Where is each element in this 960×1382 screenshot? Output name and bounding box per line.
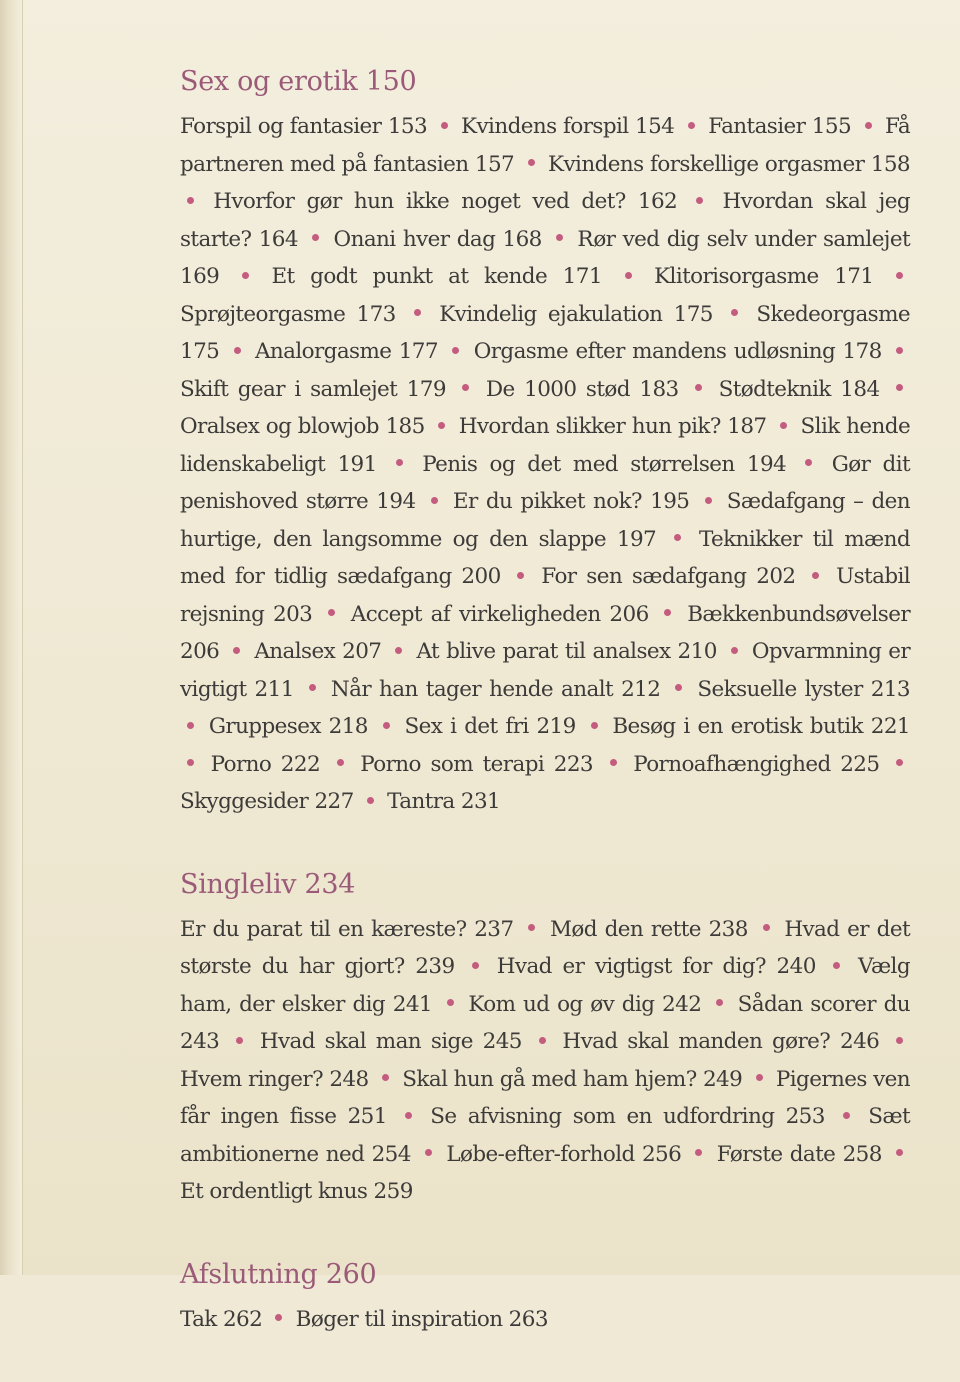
table-of-contents	[180, 62, 910, 1382]
toc-entry: At blive parat til analsex 210	[416, 639, 717, 664]
bullet-separator-icon	[405, 1112, 412, 1119]
bullet-separator-icon	[780, 422, 787, 429]
toc-entry: For sen sædafgang 202	[541, 564, 796, 589]
bullet-separator-icon	[309, 684, 316, 691]
bullet-separator-icon	[414, 309, 421, 316]
bullet-separator-icon	[756, 1074, 763, 1081]
toc-entry: Hvad er vigtigst for dig? 240	[496, 954, 816, 979]
toc-entry: Porno 222	[210, 751, 321, 777]
bullet-separator-icon	[187, 197, 194, 204]
toc-entry: Analorgasme 177	[254, 339, 438, 364]
bullet-separator-icon	[763, 924, 770, 931]
bullet-separator-icon	[695, 1149, 702, 1156]
toc-entry: Ustabil rejsning 203	[180, 564, 911, 627]
toc-entry: Pornoafhængighed 225	[633, 751, 880, 777]
bullet-separator-icon	[462, 384, 469, 391]
toc-entry: Analsex 207	[254, 639, 382, 664]
bullet-separator-icon	[731, 309, 738, 316]
toc-entry: Et godt punkt at kende 171	[271, 264, 602, 289]
toc-entry: Klitorisorgasme 171	[654, 264, 874, 289]
toc-entry: Løbe-efter-forhold 256	[446, 1141, 682, 1167]
bullet-separator-icon	[896, 384, 903, 391]
toc-entry: Hvem ringer? 248	[180, 1066, 369, 1092]
toc-entry: Accept af virkeligheden 206	[350, 601, 649, 627]
toc-entry: Bækkenbundsøvelser 206	[180, 601, 911, 664]
section-heading: Afslutning 260	[180, 1258, 377, 1290]
toc-entry: Teknikker til mænd med for tidlig sædafgang 200	[180, 526, 910, 589]
toc-entry: Et ordentligt knus 259	[180, 1179, 413, 1204]
toc-entry: Besøg i en erotisk butik 221	[612, 714, 911, 739]
section-entries	[180, 911, 910, 1211]
toc-entry: Skyggesider 227	[180, 789, 354, 814]
toc-entry: Tak 262	[180, 1306, 263, 1332]
bullet-separator-icon	[688, 122, 695, 129]
toc-entry: Pigernes ven får ingen fisse 251	[180, 1066, 911, 1129]
toc-section	[180, 62, 910, 821]
bullet-separator-icon	[425, 1149, 432, 1156]
bullet-separator-icon	[843, 1112, 850, 1119]
bullet-separator-icon	[539, 1037, 546, 1044]
toc-entry: Skal hun gå med ham hjem? 249	[402, 1066, 743, 1092]
toc-entry: Hvad er det største du har gjort? 239	[180, 916, 910, 979]
toc-entry: Skift gear i samlejet 179	[180, 376, 446, 402]
bullet-separator-icon	[675, 684, 682, 691]
toc-entry: Er du pikket nok? 195	[452, 489, 690, 514]
bullet-separator-icon	[517, 572, 524, 579]
section-heading: Singleliv 234	[180, 868, 356, 900]
toc-entry: Kvindelig ejakulation 175	[439, 301, 713, 327]
section-entries	[180, 1301, 910, 1339]
toc-entry: Få partneren med på fantasien 157	[180, 114, 911, 177]
toc-entry: Er du parat til en kæreste? 237	[180, 916, 514, 942]
toc-entry: Opvarmning er vigtigt 211	[180, 639, 911, 702]
bullet-separator-icon	[328, 609, 335, 616]
toc-entry: Hvorfor gør hun ikke noget ved det? 162	[213, 189, 678, 214]
toc-entry: Vælg ham, der elsker dig 241	[180, 954, 911, 1017]
section-heading: Sex og erotik 150	[180, 66, 417, 97]
bullet-separator-icon	[528, 924, 535, 931]
toc-entry: Skedeorgasme 175	[180, 301, 911, 364]
toc-entry: De 1000 stød 183	[485, 376, 679, 402]
bullet-separator-icon	[472, 962, 479, 969]
toc-section	[180, 865, 910, 1211]
bullet-separator-icon	[833, 962, 840, 969]
toc-entry: Stødteknik 184	[718, 376, 880, 402]
bullet-separator-icon	[812, 572, 819, 579]
bullet-separator-icon	[896, 272, 903, 279]
bullet-separator-icon	[896, 1149, 903, 1156]
toc-entry: Gør dit penishoved større 194	[180, 451, 911, 514]
toc-entry: Forspil og fantasier 153	[180, 114, 428, 139]
toc-entry: Gruppesex 218	[208, 714, 368, 739]
bullet-separator-icon	[382, 1074, 389, 1081]
toc-entry: Hvordan skal jeg starte? 164	[180, 189, 910, 252]
toc-entry: Onani hver dag 168	[333, 226, 542, 252]
bullet-separator-icon	[896, 1037, 903, 1044]
bullet-separator-icon	[242, 272, 249, 279]
section-entries	[180, 108, 910, 821]
toc-entry: Se afvisning som en udfordring 253	[430, 1104, 825, 1129]
toc-entry: Rør ved dig selv under samlejet 169	[180, 226, 911, 289]
toc-entry: Oralsex og blowjob 185	[180, 414, 425, 439]
toc-entry: Hvad skal man sige 245	[259, 1029, 522, 1054]
bullet-separator-icon	[312, 234, 319, 241]
toc-entry: Bøger til inspiration 263	[295, 1306, 548, 1332]
bullet-separator-icon	[234, 347, 241, 354]
toc-entry: Kvindens forskellige orgasmer 158	[548, 151, 911, 177]
bullet-separator-icon	[275, 1314, 282, 1321]
page-binding-edge	[0, 0, 23, 1275]
bullet-separator-icon	[395, 647, 402, 654]
toc-entry: Kom ud og øv dig 242	[468, 991, 702, 1017]
bullet-separator-icon	[865, 122, 872, 129]
bullet-separator-icon	[695, 384, 702, 391]
toc-entry: Slik hende lidenskabeligt 191	[180, 414, 911, 477]
bullet-separator-icon	[236, 1037, 243, 1044]
bullet-separator-icon	[696, 197, 703, 204]
bullet-separator-icon	[896, 759, 903, 766]
bullet-separator-icon	[805, 459, 812, 466]
bullet-separator-icon	[431, 497, 438, 504]
toc-entry: Penis og det med størrelsen 194	[422, 451, 787, 477]
bullet-separator-icon	[674, 534, 681, 541]
toc-entry: Mød den rette 238	[549, 916, 748, 942]
bullet-separator-icon	[233, 647, 240, 654]
toc-entry: Sædafgang – den hurtige, den langsomme og den slappe 197	[180, 489, 911, 552]
toc-entry: Første date 258	[716, 1141, 882, 1167]
toc-entry: Sæt ambitionerne ned 254	[180, 1104, 911, 1167]
bullet-separator-icon	[528, 159, 535, 166]
toc-entry: Sex i det fri 219	[404, 714, 576, 739]
bullet-separator-icon	[610, 759, 617, 766]
toc-entry: Sådan scorer du 243	[180, 991, 911, 1054]
toc-entry: Fantasier 155	[708, 114, 852, 139]
bullet-separator-icon	[664, 609, 671, 616]
toc-entry: Når han tager hende analt 212	[330, 676, 661, 702]
bullet-separator-icon	[731, 647, 738, 654]
bullet-separator-icon	[452, 347, 459, 354]
bullet-separator-icon	[705, 497, 712, 504]
bullet-separator-icon	[337, 759, 344, 766]
bullet-separator-icon	[396, 459, 403, 466]
bullet-separator-icon	[187, 759, 194, 766]
toc-entry: Hvordan slikker hun pik? 187	[458, 414, 767, 439]
bullet-separator-icon	[716, 999, 723, 1006]
bullet-separator-icon	[625, 272, 632, 279]
toc-entry: Tantra 231	[387, 789, 501, 814]
toc-entry: Kvindens forspil 154	[461, 114, 675, 139]
bullet-separator-icon	[556, 234, 563, 241]
bullet-separator-icon	[367, 797, 374, 804]
toc-entry: Hvad skal manden gøre? 246	[562, 1029, 880, 1054]
toc-entry: Seksuelle lyster 213	[697, 676, 910, 702]
bullet-separator-icon	[438, 422, 445, 429]
bullet-separator-icon	[447, 999, 454, 1006]
toc-entry: Porno som terapi 223	[360, 751, 593, 777]
toc-entry: Sprøjteorgasme 173	[180, 301, 396, 327]
toc-entry: Orgasme efter mandens udløsning 178	[473, 339, 882, 364]
bullet-separator-icon	[187, 722, 194, 729]
bullet-separator-icon	[591, 722, 598, 729]
bullet-separator-icon	[383, 722, 390, 729]
toc-section	[180, 1255, 910, 1339]
bullet-separator-icon	[896, 347, 903, 354]
bullet-separator-icon	[441, 122, 448, 129]
